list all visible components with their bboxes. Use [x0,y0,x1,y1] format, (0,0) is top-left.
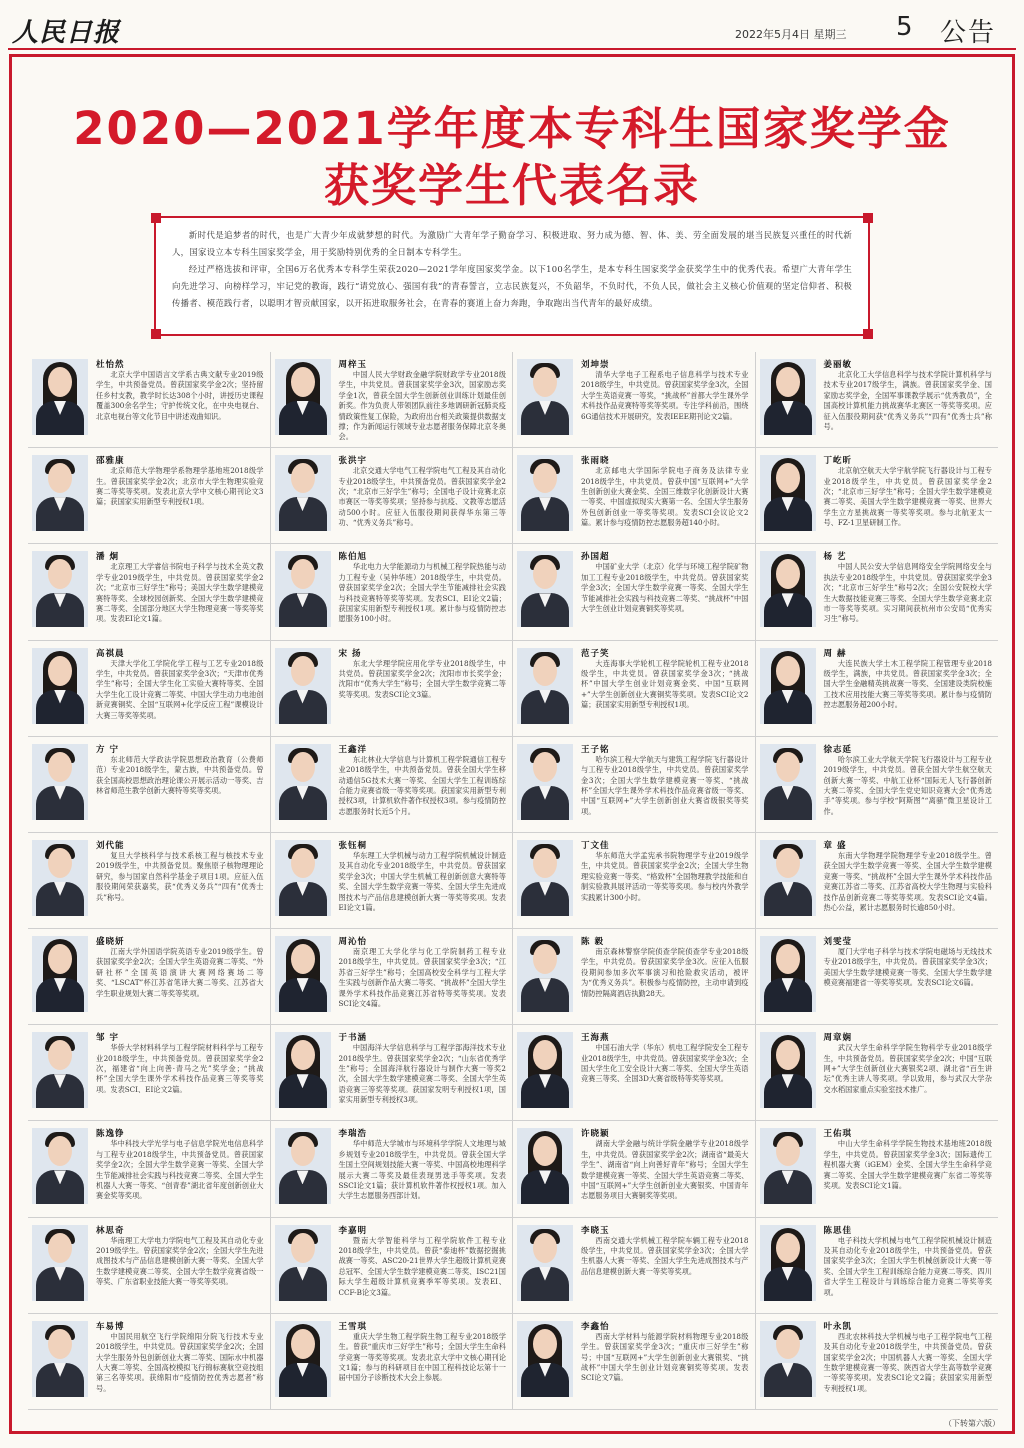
awardee-card [271,352,514,448]
portrait-photo [32,359,88,435]
portrait-photo [517,936,573,1012]
awardee-name: 姜丽敏 [823,360,853,370]
awardee-grid [28,352,998,1410]
awardee-card [756,352,999,448]
awardee-card [513,1025,756,1121]
portrait-photo [32,744,88,820]
awardee-card [271,448,514,544]
awardee-bio: 北京交通大学电气工程学院电气工程及其自动化专业2018级学生，中共预备党员。曾获国家奖学金2次；“北京市三好学生”称号；全国电子设计竞赛北京市赛区一等奖等奖项；坚持参与抗疫、文教等志愿活动500小时。应征入伍服役期间获得华东第三等功、“优秀义务兵”称号。 [338,466,506,528]
awardee-bio: 东北林业大学信息与计算机工程学院通信工程专业2018级学生，中共预备党员。曾获全国大学生移动通信5G技术大赛一等奖、全国大学生工程训练综合能力竞赛省级一等奖等奖项。获国家实用新型专利授权3项，计算机软件著作权授权3项。参与疫情防控志愿服务时长近5个月。 [338,754,506,816]
awardee-card [756,929,999,1025]
awardee-card [28,1121,271,1217]
portrait-photo [32,840,88,916]
portrait-photo [32,1225,88,1301]
awardee-card [28,641,271,737]
awardee-card [28,929,271,1025]
portrait-photo [760,1032,816,1108]
awardee-card [28,448,271,544]
awardee-bio: 中国民用航空飞行学院绵阳分院飞行技术专业2018级学生，中共党员。曾获国家奖学金2次；全国大学生服务外包创新创业大赛二等奖、国际水中机器人大赛二等奖、全国高校模拟飞行锦标赛航空竞技组第三名等奖项。获绵阳市“疫情防控优秀志愿者”称号。 [96,1331,264,1393]
portrait-photo [517,1225,573,1301]
awardee-bio: 北京师范大学物理学系物理学基地班2018级学生。曾获国家奖学金2次；北京市大学生物理实验竞赛二等奖等奖项。发表北京大学中文核心期刊论文3篇；获国家实用新型专利授权1项。 [96,466,264,507]
awardee-name: 宋 扬 [338,648,362,659]
portrait-photo [275,455,331,531]
awardee-bio: 华北电力大学能源动力与机械工程学院热能与动力工程专业（吴仲华班）2018级学生，中共党员。曾获国家奖学金2次；全国大学生节能减排社会实践与科技竞赛特等奖等奖项。发表SCI、EI论文2篇；获国家实用新型专利授权1项。累计参与疫情防控志愿服务100小时。 [338,562,506,624]
awardee-bio: 北京航空航天大学宇航学院飞行器设计与工程专业2018级学生，中共党员。曾获国家奖学金2次；“北京市三好学生”称号；全国大学生数学建模竞赛二等奖、美国大学生数学建模竞赛一等奖、世界大学生立方星挑战赛一等奖等奖项。参与北航亚太一号、FZ-1卫星研制工作。 [823,466,992,528]
awardee-card [271,1121,514,1217]
awardee-card [28,1025,271,1121]
page-number: 5 [896,12,913,42]
portrait-photo [517,455,573,531]
awardee-name: 李瑞浩 [338,1129,368,1140]
awardee-name: 杜怡然 [96,360,125,370]
awardee-name: 高祺晨 [96,648,125,659]
awardee-name: 张钰桐 [338,840,368,851]
portrait-photo [760,359,816,435]
intro-box [154,216,870,336]
portrait-photo [275,936,331,1012]
issue-date: 2022年5月4日 星期三 [735,28,847,41]
awardee-bio: 湖南大学金融与统计学院金融学专业2018级学生，中共党员。曾获国家奖学金2次；湖南省“最美大学生”、湖南省“向上向善好青年”称号；全国大学生数学建模竞赛一等奖、全国大学生英语竞赛二等奖、中国“互联网+”大学生创新创业大赛银奖、中国青年志愿服务项目大赛铜奖等奖项。 [581,1139,749,1201]
portrait-photo [760,455,816,531]
portrait-photo [32,1128,88,1204]
newspaper-logo: 人民日报 [12,18,121,48]
awardee-name: 车易博 [96,1321,125,1332]
awardee-card [756,1121,999,1217]
awardee-bio: 西南大学材料与能源学院材料物理专业2018级学生。曾获国家奖学金3次；“重庆市三好学生”称号；中国“互联网+”大学生创新创业大赛银奖、“挑战杯”中国大学生创业计划竞赛铜奖等奖项。发表SCI论文7篇。 [581,1331,749,1383]
awardee-card [513,737,756,833]
awardee-card [756,1218,999,1314]
awardee-card [513,448,756,544]
portrait-photo [760,1321,816,1397]
awardee-bio: 武汉大学生命科学学院生物科学专业2018级学生，中共预备党员。曾获国家奖学金2次；中国“互联网+”大学生创新创业大赛银奖2项、湖北省“百生讲坛”优秀主讲人等奖项。学以致用，参与武汉大学杂交水稻国家重点实验室技术推广。 [823,1043,992,1094]
awardee-card [756,641,999,737]
awardee-bio: 清华大学电子工程系电子信息科学与技术专业2018级学生，中共党员。曾获国家奖学金3次，全国大学生英语竞赛一等奖，“挑战杯”首都大学生课外学术科技作品竞赛特等奖等奖项。专注学科前沿，围绕6G通信技术开展研究，发表IEEE期刊论文2篇。 [581,370,749,421]
awardee-name: 丁文佳 [581,840,610,851]
portrait-photo [32,648,88,724]
awardee-name: 丁屹昕 [823,456,853,467]
awardee-bio: 北京理工大学睿信书院电子科学与技术全英文教学专业2019级学生，中共党员。曾获国家奖学金2次；“北京市三好学生”称号；美国大学生数学建模竞赛特等奖、全球校园创新奖、全国大学生数学建模竞赛二等奖、全国部分地区大学生物理竞赛一等奖等奖项。发表EI论文1篇。 [96,562,264,624]
portrait-photo [517,840,573,916]
awardee-bio: 北京化工大学信息科学与技术学院计算机科学与技术专业2017级学生，满族。曾获国家奖学金、国家励志奖学金，全国军事课教学展示“优秀教员”，全国高校计算机能力挑战赛华北赛区一等奖等奖项。应征入伍服役期间获“优秀义务兵”“四有”优秀士兵”称号。 [823,370,992,432]
awardee-card [513,1121,756,1217]
headline-line-2: 获奖学生代表名录 [323,159,700,213]
awardee-name: 周梓玉 [338,360,368,370]
portrait-photo [760,936,816,1012]
portrait-photo [32,455,88,531]
awardee-name: 李鑫怡 [581,1321,610,1332]
portrait-photo [517,551,573,627]
awardee-bio: 北京邮电大学国际学院电子商务及法律专业2018级学生，中共党员。曾获中国“互联网+”大学生创新创业大赛金奖、全国三维数字化创新设计大赛一等奖、中国虚拟现实大赛第一名、全国大学生服务外包创新创业一等奖等奖项。发表SCI会议论文2篇。累计参与疫情防控志愿服务超140小时。 [581,466,749,528]
awardee-name: 于书涵 [338,1033,368,1044]
awardee-card [756,544,999,640]
awardee-name: 邹 宇 [96,1033,119,1044]
awardee-name: 周章娴 [823,1033,853,1044]
awardee-name: 陈 毅 [581,937,604,948]
awardee-card [271,1218,514,1314]
awardee-card [513,1218,756,1314]
awardee-bio: 北京大学中国语言文学系古典文献专业2019级学生，中共预备党员。曾获国家奖学金2次；坚持留任乡村支教，教学时长达308个小时，讲授历史课程覆盖300余名学生；守护传统文化，在中央电视台、北京电视台等文化节目中讲述戏曲知识。 [96,370,264,421]
awardee-bio: 中国石油大学（华东）机电工程学院安全工程专业2018级学生，中共党员。曾获国家奖学金3次；全国大学生化工安全设计大赛二等奖、全国大学生英语竞赛三等奖、全国3D大赛省级特等奖等奖项。 [581,1043,749,1084]
awardee-card [28,737,271,833]
awardee-card [756,737,999,833]
awardee-bio: 天津大学化工学院化学工程与工艺专业2018级学生，中共党员。曾获国家奖学金3次；“天津市优秀学生”称号；全国大学生化工实验大赛特等奖、全国大学生化工设计竞赛二等奖、中国大学生动力电池创新竞赛铜奖、全国“互联网+化学反应工程”课模设计大赛三等奖等奖项。 [96,658,264,720]
portrait-photo [760,840,816,916]
awardee-name: 林思奇 [96,1225,125,1236]
portrait-photo [760,744,816,820]
awardee-card [756,448,999,544]
awardee-bio: 大连海事大学轮机工程学院轮机工程专业2018级学生，中共党员。曾获国家奖学金3次；“挑战杯”中国大学生创业计划竞赛金奖、中国“互联网+”大学生创新创业大赛铜奖等奖项。发表SCI论文2篇；获国家实用新型专利授权1项。 [581,658,749,710]
awardee-bio: 中国海洋大学信息科学与工程学部海洋技术专业2018级学生。曾获国家奖学金2次；“山东省优秀学生”称号；全国海洋航行器设计与制作大赛一等奖2次，全国大学生数学建模竞赛二等奖、全国大学生英语竞赛三等奖等奖项。获国家发明专利授权1项，国家实用新型专利授权3项。 [338,1043,506,1105]
awardee-name: 杨 艺 [823,552,847,563]
awardee-name: 陈思佳 [823,1225,853,1236]
awardee-bio: 电子科技大学机械与电气工程学院机械设计制造及其自动化专业2018级学生，中共预备党员。曾获国家奖学金3次；全国大学生机械创新设计大赛一等奖、全国大学生工程训练综合能力竞赛二等奖、四川省大学生工程设计与训练综合能力竞赛二等奖等奖项。 [823,1235,992,1297]
portrait-photo [275,648,331,724]
portrait-photo [275,1225,331,1301]
portrait-photo [760,648,816,724]
awardee-bio: 哈尔滨工业大学航天学院飞行器设计与工程专业2019级学生，中共党员。曾获全国大学生航空航天创新大赛一等奖、中航工业杯“国际无人飞行器创新大赛二等奖、全国大学生党史知识竞赛大会“优秀选手”等奖项。参与学校“阿斯图”“离骚”微卫星设计工作。 [823,754,992,816]
awardee-card [513,929,756,1025]
awardee-bio: 中国人民大学财政金融学院财政学专业2018级学生，中共党员。曾获国家奖学金3次，国家励志奖学金1次，曾获全国大学生创新创业训练计划最佳创新奖。作为负责人带领团队前往多地调研新冠肺炎疫情政策性复工保险，为政府出台相关政策提供数据支撑；作为新闻运行领域专业志愿者服务保障北京冬奥会。 [338,370,506,442]
awardee-name: 王海燕 [581,1033,610,1044]
awardee-name: 徐志延 [823,744,853,755]
awardee-name: 盛晓妍 [96,937,125,948]
awardee-name: 叶永凯 [823,1321,853,1332]
awardee-name: 周沁怡 [338,937,368,948]
portrait-photo [275,744,331,820]
awardee-card [271,544,514,640]
awardee-card [28,1218,271,1314]
portrait-photo [275,1032,331,1108]
awardee-bio: 东北师范大学政法学院思想政治教育（公费师范）专业2018级学生，蒙古族，中共预备党员。曾获全国高校思想政治理论课公开展示活动一等奖、吉林省师范生教学创新大赛特等奖等奖项。 [96,754,264,795]
portrait-photo [517,744,573,820]
masthead-rule [8,48,1016,50]
corner-ornament [863,329,873,339]
awardee-card [756,833,999,929]
portrait-photo [760,551,816,627]
portrait-photo [32,1032,88,1108]
awardee-bio: 重庆大学生物工程学院生物工程专业2018级学生。曾获“重庆市三好学生”称号；全国大学生生命科学竞赛一等奖等奖项。发表北京大学中文核心期刊论文1篇；参与的科研项目在中国工程科技论坛第十一届中国分子诊断技术大会上参展。 [338,1331,506,1383]
portrait-photo [760,1128,816,1204]
awardee-name: 刘雯莹 [823,937,853,948]
portrait-photo [275,359,331,435]
awardee-name: 李嘉明 [338,1225,368,1236]
headline [0,102,1024,212]
awardee-card [28,1314,271,1410]
awardee-name: 潘 炯 [96,552,119,563]
awardee-card [28,833,271,929]
awardee-name: 李晓玉 [581,1225,610,1236]
awardee-card [28,352,271,448]
awardee-bio: 中国人民公安大学信息网络安全学院网络安全与执法专业2018级学生，中共党员。曾获国家奖学金3次；“北京市三好学生”称号2次；全国公安院校大学生大数据技能竞赛三等奖、全国大学生数学竞赛北京市一等奖等奖项。实习期间获杭州市公安局“优秀实习生”称号。 [823,562,992,624]
awardee-name: 张雨晓 [581,456,610,467]
awardee-bio: 西南交通大学机械工程学院车辆工程专业2018级学生，中共党员。曾获国家奖学金3次；全国大学生机器人大赛一等奖、全国大学生先进成图技术与产品信息建模创新大赛一等奖等奖项。 [581,1235,749,1276]
awardee-bio: 华东理工大学机械与动力工程学院机械设计制造及其自动化专业2018级学生，中共党员。曾获国家奖学金3次；中国大学生机械工程创新创意大赛特等奖、全国大学生数学竞赛一等奖、全国大学生先进成图技术与产品信息建模创新大赛一等奖等奖项。发表EI论文1篇。 [338,850,506,912]
portrait-photo [517,648,573,724]
page-section: 公告 [940,18,997,48]
portrait-photo [517,1128,573,1204]
awardee-bio: 华南理工大学电力学院电气工程及其自动化专业2019级学生。曾获国家奖学金2次；全国大学生先进成图技术与产品信息建模创新大赛一等奖、全国大学生数学建模竞赛二等奖、全国大学生数学竞赛省级一等奖、广东省职业技能大赛一等奖等奖项。 [96,1235,264,1287]
portrait-photo [275,1128,331,1204]
portrait-photo [517,1032,573,1108]
corner-ornament [151,329,161,339]
awardee-name: 刘坤崇 [581,360,610,370]
awardee-bio: 南京森林警察学院侦查学院侦查学专业2018级学生，中共党员。曾获国家奖学金3次。应征入伍服役期间参加多次军事演习和抢险救灾活动，被评为“优秀义务兵”。积极参与疫情防控，主动申请到疫情防控隔离酒店执勤28天。 [581,947,749,998]
awardee-bio: 东北大学理学院应用化学专业2018级学生，中共党员。曾获国家奖学金2次；沈阳市市长奖学金；沈阳市“优秀大学生”称号；全国大学生数学竞赛二等奖等奖项。发表SCI论文3篇。 [338,658,506,699]
awardee-bio: 大连民族大学土木工程学院工程管理专业2018级学生，满族，中共党员。曾获国家奖学金3次；全国大学生金融精英挑战赛一等奖、全国建设类院校施工技术应用技能大赛三等奖等奖项。累计参与疫情防控志愿服务超200小时。 [823,658,992,710]
awardee-card [271,641,514,737]
awardee-bio: 华中科技大学光学与电子信息学院光电信息科学与工程专业2018级学生，中共预备党员。曾获国家奖学金2次；全国大学生数学竞赛一等奖、全国大学生节能减排社会实践与科技竞赛二等奖、全国大学生机器人大赛一等奖、“创青春”湖北省年度创新创业大赛金奖等奖项。 [96,1139,264,1201]
awardee-name: 王鑫洋 [338,744,368,755]
awardee-name: 周 赫 [823,648,847,659]
awardee-bio: 华东师范大学孟宪承书院物理学专业2019级学生，中共党员。曾获国家奖学金2次；全国大学生物理实验竞赛一等奖、“格致杯”全国物理教学技能和自制实验教具展评活动一等奖等奖项。参与校内外教学实践累计300小时。 [581,850,749,902]
awardee-bio: 华中师范大学城市与环境科学学院人文地理与城乡规划专业2018级学生，中共党员。曾获全国大学生国土空间规划技能大赛一等奖、中国高校地理科学展示大赛二等奖及最佳表现男选手等奖项。发表SSCI论文1篇；获计算机软件著作权授权1项。加入大学生志愿服务西部计划。 [338,1139,506,1201]
awardee-bio: 厦门大学电子科学与技术学院电磁场与无线技术专业2018级学生，中共党员。曾获国家奖学金3次；美国大学生数学建模竞赛一等奖、全国大学生数学建模竞赛福建省一等奖等奖项。发表SCI论文6篇。 [823,947,992,988]
portrait-photo [32,936,88,1012]
awardee-card [271,833,514,929]
portrait-photo [517,359,573,435]
portrait-photo [275,840,331,916]
intro-paragraph-1: 新时代是追梦者的时代，也是广大青少年成就梦想的时代。为激励广大青年学子勤奋学习、积极进取、努力成为德、智、体、美、劳全面发展的堪当民族复兴重任的时代新人，国家设立本专科生国家奖学金，用于奖励特别优秀的全日制本专科学生。 [172,230,852,257]
intro-paragraph-2: 经过严格选拔和评审，全国6万名优秀本专科学生荣获2020—2021学年度国家奖学金。以下100名学生，是本专科生国家奖学金获奖学生中的优秀代表。希望广大青年学生向先进学习、向榜样学习，牢记党的教诲，践行“请党放心、强国有我”的青春誓言，立志民族复兴，不负韶华，不负时代，不负人民，做社会主义核心价值观的坚定信仰者、积极传播者、模范践行者，以聪明才智贡献国家，以开拓进取服务社会，在青春的赛道上奋力奔跑，争取跑出当代青年的最好成绩。 [172,264,852,308]
awardee-name: 邵雅康 [96,456,125,467]
awardee-name: 陈伯旭 [338,552,368,563]
awardee-card [756,1314,999,1410]
awardee-name: 王佑琪 [823,1129,853,1140]
awardee-name: 张洪宇 [338,456,368,467]
awardee-name: 孙国超 [581,552,610,563]
awardee-card [513,352,756,448]
awardee-name: 王子铭 [581,744,610,755]
awardee-card [28,544,271,640]
awardee-name: 陈逸铮 [96,1129,125,1140]
awardee-card [513,833,756,929]
awardee-name: 许晓颖 [581,1129,610,1140]
masthead [0,0,1024,52]
awardee-name: 王雪琪 [338,1321,368,1332]
portrait-photo [275,1321,331,1397]
awardee-card [513,641,756,737]
headline-line-1: 2020—2021学年度本专科生国家奖学金 [73,102,951,155]
awardee-bio: 华侨大学材料科学与工程学院材料科学与工程专业2018级学生，中共预备党员。曾获国家奖学金2次，福建省“向上向善·青马之光”奖学金；“挑战杯”全国大学生课外学术科技作品竞赛三等奖等奖项。发表SCI、EI论文2篇。 [96,1043,264,1094]
awardee-bio: 暨南大学智能科学与工程学院软件工程专业2018级学生，中共党员。曾获“泰迪杯”数据挖掘挑战赛一等奖、ASC20-21世界大学生超级计算机竞赛总冠军、全国大学生数学建模竞赛二等奖、ISC21国际大学生超级计算机竞赛季军等奖项。发表EI、CCF-B论文3篇。 [338,1235,506,1297]
awardee-name: 范子笑 [581,648,610,659]
awardee-name: 方 宁 [96,744,119,755]
portrait-photo [517,1321,573,1397]
awardee-bio: 南京理工大学化学与化工学院制药工程专业2018级学生，中共党员。曾获国家奖学金3次；“江苏省三好学生”称号；全国高校安全科学与工程大学生实践与创新作品大赛二等奖、“挑战杯”全国大学生课外学术科技作品竞赛江苏省特等奖等奖项。发表SCI论文4篇。 [338,947,506,1009]
awardee-bio: 复旦大学核科学与技术系核工程与核技术专业2019级学生，中共预备党员。聚焦原子核物理理论研究，参与国家自然科学基金子项目1项。应征入伍服役期间荣获嘉奖，获“优秀义务兵”“四有”优秀士兵”称号。 [96,850,264,902]
awardee-bio: 江南大学外国语学院英语专业2019级学生。曾获国家奖学金2次；全国大学生英语竞赛二等奖、“外研社杯”全国英语演讲大赛网络赛场二等奖、“LSCAT”杯江苏省笔译大赛二等奖、江苏省大学生职业规划大赛二等奖等奖项。 [96,947,264,998]
portrait-photo [760,1225,816,1301]
awardee-bio: 中国矿业大学（北京）化学与环境工程学院矿物加工工程专业2018级学生，中共党员。曾获国家奖学金3次；全国大学生数学竞赛一等奖、全国大学生节能减排社会实践与科技竞赛二等奖、“挑战杯”中国大学生创业计划竞赛铜奖等奖项。 [581,562,749,613]
awardee-card [513,1314,756,1410]
portrait-photo [275,551,331,627]
continued-note: （下转第六版） [944,1419,1000,1428]
awardee-bio: 哈尔滨工程大学航天与建筑工程学院飞行器设计与工程专业2018级学生，中共党员。曾获国家奖学金3次；全国大学生数学建模竞赛一等奖、“挑战杯”全国大学生课外学术科技作品竞赛省级一等奖、中国“互联网+”大学生创新创业大赛省级银奖等奖项。 [581,754,749,816]
awardee-bio: 中山大学生命科学学院生物技术基地班2018级学生，中共党员。曾获国家奖学金3次；国际遗传工程机器大赛（iGEM）金奖、全国大学生生命科学竞赛二等奖、全国大学生数学建模竞赛广东省二等奖等奖项。发表SCI论文1篇。 [823,1139,992,1191]
portrait-photo [32,1321,88,1397]
portrait-photo [32,551,88,627]
awardee-card [271,929,514,1025]
awardee-name: 章 盛 [823,840,847,851]
awardee-card [756,1025,999,1121]
awardee-card [513,544,756,640]
awardee-name: 刘代能 [96,840,125,851]
awardee-card [271,1314,514,1410]
awardee-bio: 东南大学物理学院物理学专业2018级学生。曾获全国大学生数学竞赛一等奖、全国大学生数学建模竞赛一等奖、“挑战杯”全国大学生课外学术科技作品竞赛江苏省二等奖、江苏省高校大学生物理与实验科技作品创新竞赛二等奖等奖项。发表SCI论文4篇。热心公益，累计志愿服务时长逾850小时。 [823,850,992,912]
awardee-card [271,737,514,833]
awardee-card [271,1025,514,1121]
awardee-bio: 西北农林科技大学机械与电子工程学院电气工程及其自动化专业2018级学生，中共预备党员。曾获国家奖学金2次；中国机器人大赛一等奖、全国大学生数学建模竞赛一等奖、陕西省大学生高等数学竞赛一等奖等奖项。发表SCI论文2篇；获国家实用新型专利授权1项。 [823,1331,992,1393]
